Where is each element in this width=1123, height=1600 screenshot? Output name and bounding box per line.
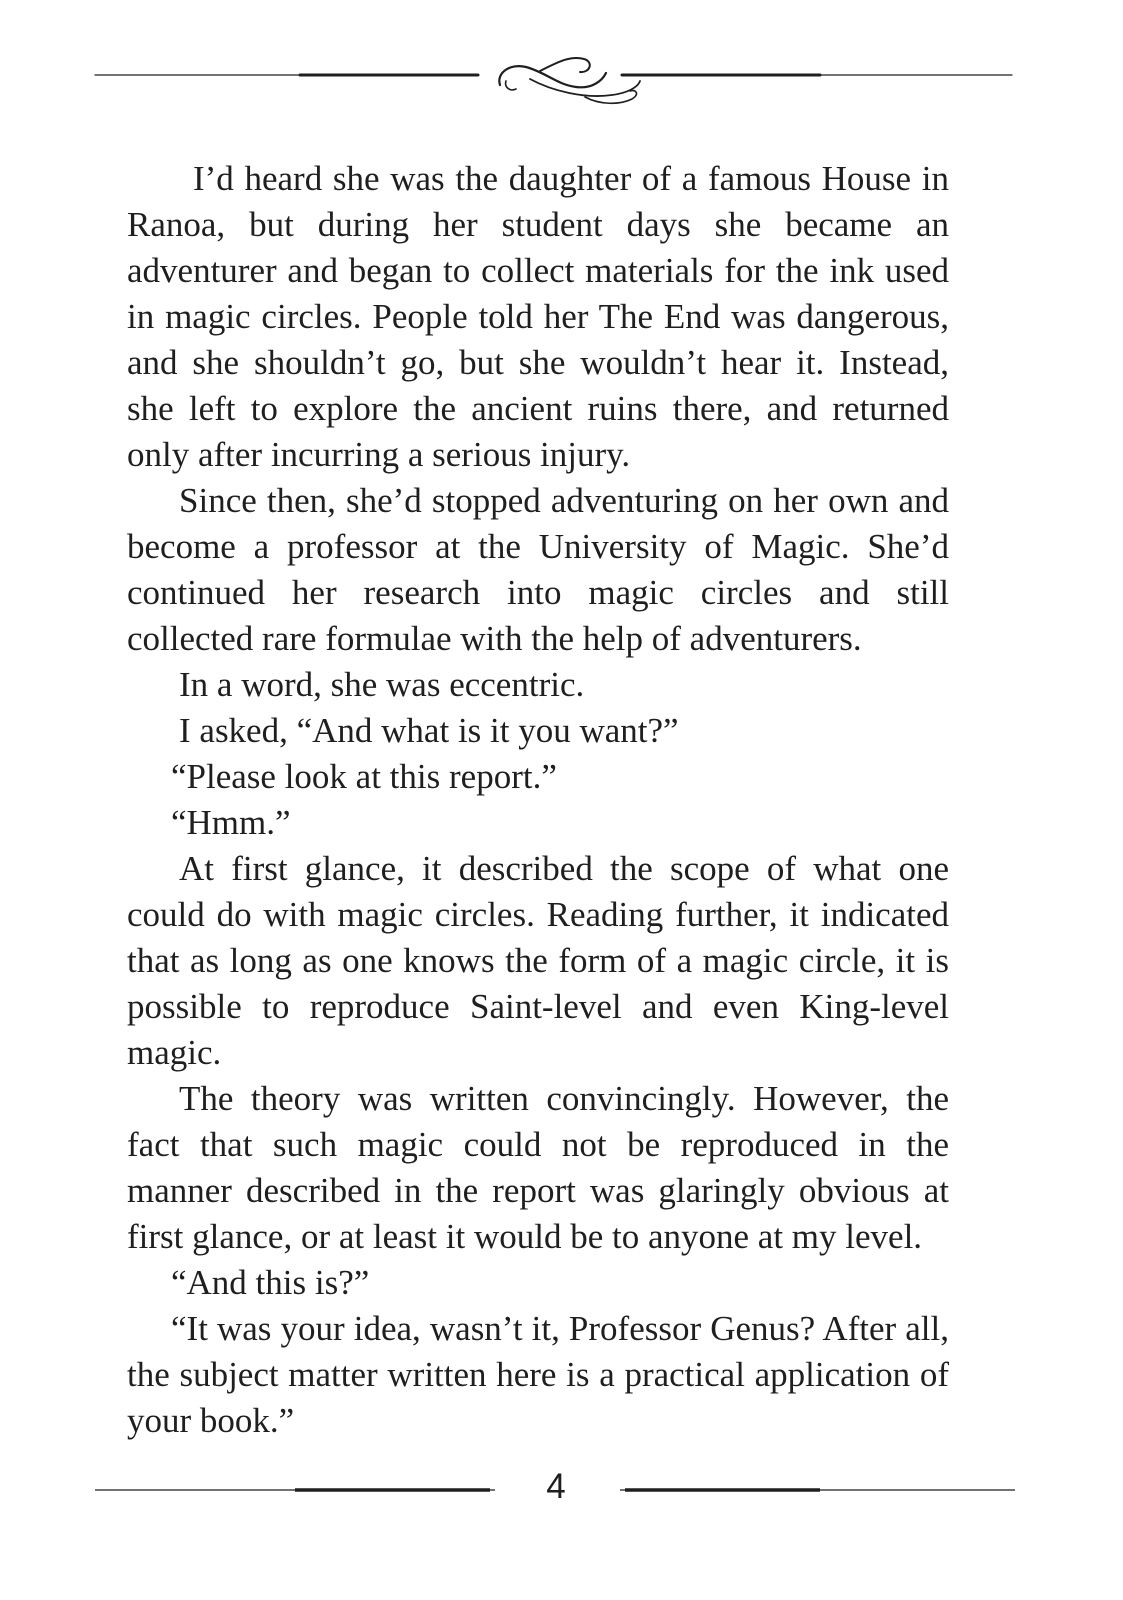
dialogue-line: “It was your idea, wasn’t it, Professor Genus? After all, the subject matter written here is a practical application of your book.” <box>127 1309 949 1440</box>
header-ornament <box>0 45 1123 115</box>
dialogue-line: “Please look at this report.” <box>171 757 557 796</box>
text-body <box>127 156 949 1444</box>
paragraph: The theory was written convincingly. However, the fact that such magic could not be reproduced in the manner described in the report was glaringly obvious at first glance, or at least it would be to anyone at my level. <box>127 1079 949 1256</box>
paragraph: I’d heard she was the daughter of a famous House in Ranoa, but during her student days she became an adventurer and began to collect materials for the ink used in magic circles. People told her The End was dangerous, and she shouldn’t go, but she wouldn’t hear it. Instead, she left to explore the ancient ruins there, and returned only after incurring a serious injury. <box>127 159 949 474</box>
paragraph: I asked, “And what is it you want?” <box>179 711 679 750</box>
flourish-divider-icon <box>95 58 1012 103</box>
dialogue-line: “And this is?” <box>171 1263 370 1302</box>
footer-rule-left <box>95 1487 495 1493</box>
page-footer <box>0 1465 1123 1515</box>
page-number: 4 <box>546 1467 566 1506</box>
footer-rule-right <box>620 1487 1015 1493</box>
paragraph: At first glance, it described the scope of what one could do with magic circles. Reading further, it indicated that as long as one knows the form of a magic circle, it is possible to reproduce Saint-level and even King-level magic. <box>127 849 949 1072</box>
paragraph: Since then, she’d stopped adventuring on her own and become a professor at the University of Magic. She’d continued her research into magic circles and still collected rare formulae with the help of adventurers. <box>127 481 949 658</box>
dialogue-line: “Hmm.” <box>171 803 291 842</box>
paragraph: In a word, she was eccentric. <box>179 665 585 704</box>
